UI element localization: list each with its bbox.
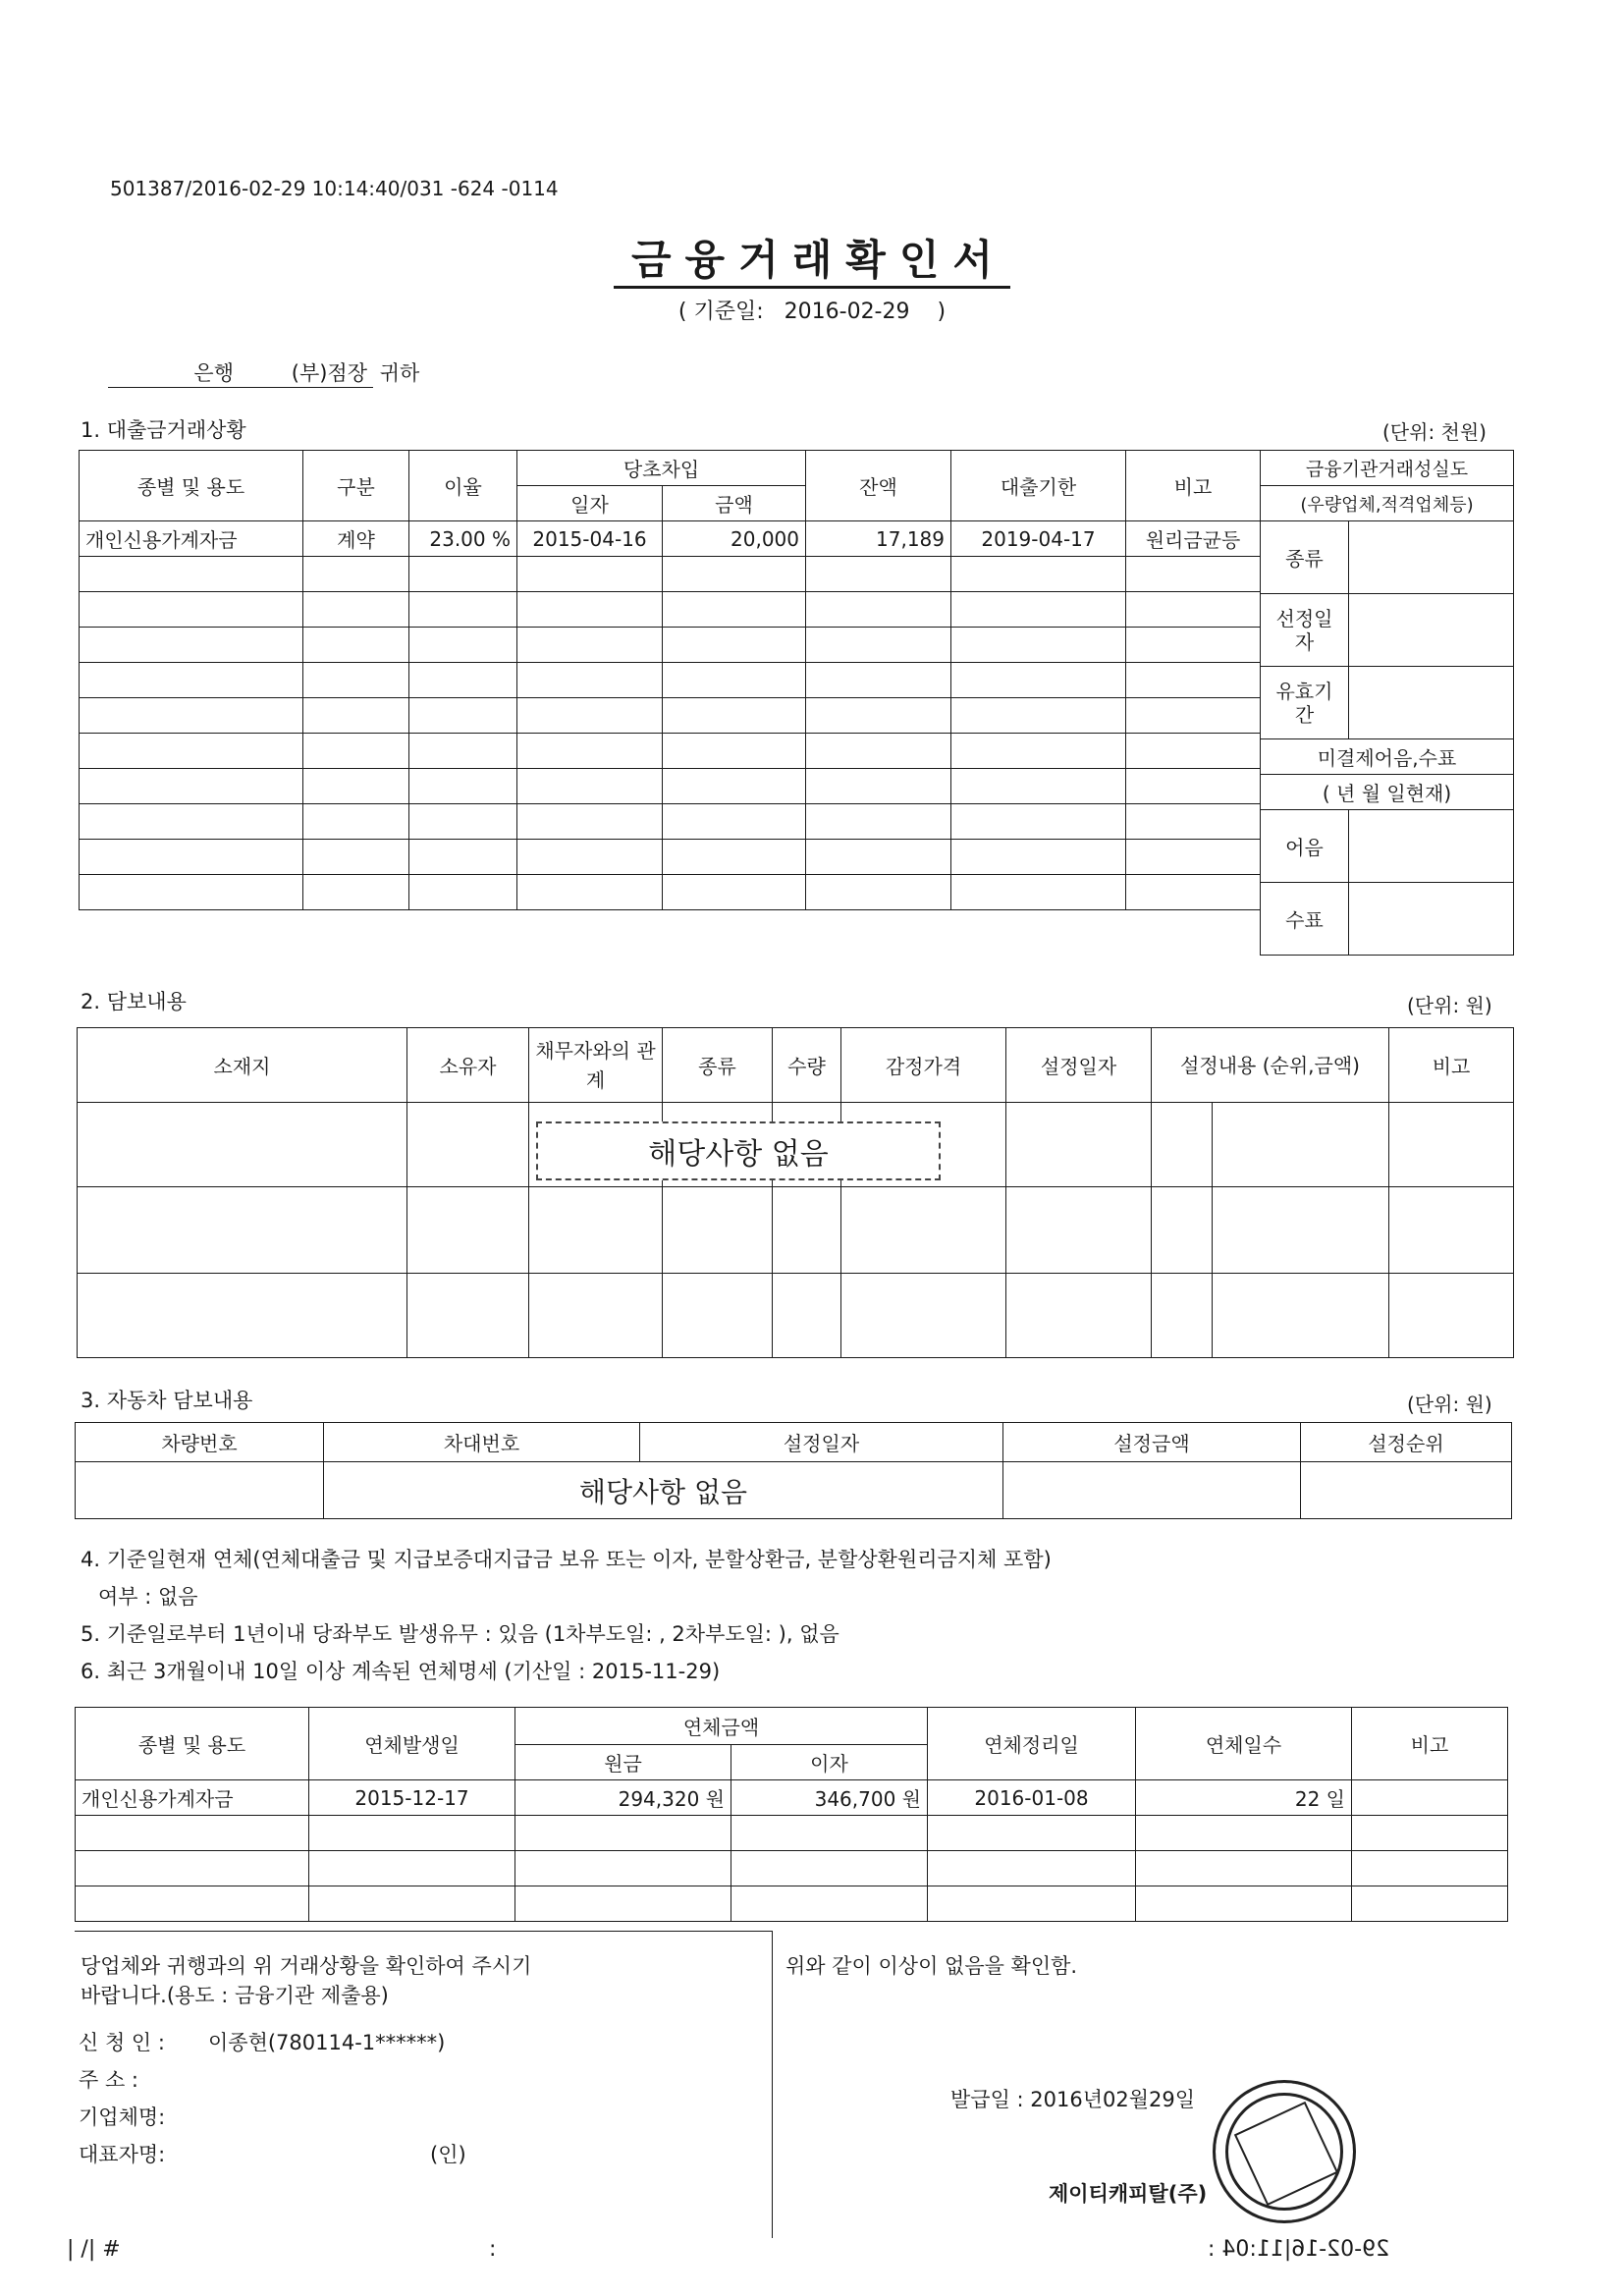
table-row: 개인신용가계자금 2015-12-17 294,320 원 346,700 원 2016-01-08 22 일 bbox=[76, 1780, 1508, 1816]
side-valid-period: 유효기간 bbox=[1261, 667, 1349, 739]
header-note: 비고 bbox=[1389, 1028, 1514, 1103]
fax-header-line: 501387/2016-02-29 10:14:40/031 -624 -0114 bbox=[110, 177, 559, 200]
table-row bbox=[80, 875, 1261, 910]
header-due: 대출기한 bbox=[951, 451, 1126, 521]
credit-side-table bbox=[1260, 450, 1514, 956]
company-label: 기업체명: bbox=[79, 2105, 166, 2129]
address-label: 주 소 : bbox=[79, 2068, 138, 2092]
side-unsettled-title: 미결제어음,수표 bbox=[1261, 739, 1514, 775]
request-line-2: 바랍니다.(용도 : 금융기관 제출용) bbox=[81, 1984, 389, 2007]
table-row bbox=[76, 1462, 1512, 1519]
header-relation: 채무자와의 관계 bbox=[529, 1028, 663, 1103]
table-row bbox=[80, 557, 1261, 592]
header-overdue-type: 종별 및 용도 bbox=[76, 1708, 309, 1780]
table-row bbox=[80, 734, 1261, 769]
header-initial-loan: 당초차입 bbox=[517, 451, 806, 486]
issue-date: 발급일 : 2016년02월29일 bbox=[950, 2088, 1196, 2111]
header-collateral-kind: 종류 bbox=[663, 1028, 773, 1103]
section3-unit: (단위: 원) bbox=[1407, 1393, 1492, 1416]
table-row bbox=[80, 840, 1261, 875]
section5-line: 5. 기준일로부터 1년이내 당좌부도 발생유무 : 있음 (1차부도일: , 2차부도일: ), 없음 bbox=[81, 1622, 839, 1646]
side-selected-date: 선정일자 bbox=[1261, 594, 1349, 667]
collateral-table bbox=[77, 1027, 1514, 1358]
section4-line: 4. 기준일현재 연체(연체대출금 및 지급보증대지급금 보유 또는 이자, 분할상환금, 분할상환원리금지체 포함) bbox=[81, 1548, 1052, 1571]
header-vehicle-set-rank: 설정순위 bbox=[1301, 1423, 1512, 1462]
bottom-right-mirrored-timestamp: 29-02-16|11:04 : bbox=[1208, 2237, 1390, 2262]
document-title: 금융거래확인서 bbox=[0, 228, 1624, 287]
table-row bbox=[80, 698, 1261, 734]
section1-unit: (단위: 천원) bbox=[1382, 420, 1487, 444]
applicant-label: 신 청 인 : bbox=[79, 2031, 165, 2054]
header-interest: 이자 bbox=[731, 1745, 928, 1780]
header-qty: 수량 bbox=[773, 1028, 841, 1103]
fin-sub: (우량업체,적격업체등) bbox=[1261, 486, 1514, 521]
request-line-1: 당업체와 귀행과의 위 거래상황을 확인하여 주시기 bbox=[81, 1954, 532, 1978]
table-row bbox=[80, 663, 1261, 698]
header-chassis: 차대번호 bbox=[324, 1423, 640, 1462]
overdue-table bbox=[75, 1707, 1508, 1922]
side-kind: 종류 bbox=[1261, 521, 1349, 594]
collateral-none-stamp: 해당사항 없음 bbox=[536, 1121, 941, 1180]
recipient-line: 은행 (부)점장 귀하 bbox=[108, 357, 419, 388]
header-appraisal: 감정가격 bbox=[841, 1028, 1006, 1103]
fin-title: 금융기관거래성실도 bbox=[1261, 451, 1514, 486]
bottom-left-marks: | /| # bbox=[67, 2237, 121, 2262]
side-bill: 어음 bbox=[1261, 810, 1349, 883]
header-balance: 잔액 bbox=[806, 451, 951, 521]
header-note: 비고 bbox=[1126, 451, 1261, 521]
header-vehicle-set-date: 설정일자 bbox=[640, 1423, 1003, 1462]
header-set-date: 설정일자 bbox=[1006, 1028, 1152, 1103]
loan-table bbox=[79, 450, 1261, 910]
header-overdue-amount: 연체금액 bbox=[515, 1708, 928, 1745]
applicant-value: 이종현(780114-1******) bbox=[208, 2031, 446, 2054]
bottom-mid-mark: : bbox=[489, 2237, 497, 2262]
vehicle-collateral-table bbox=[75, 1422, 1512, 1519]
company-seal-icon bbox=[1213, 2080, 1356, 2223]
header-overdue-settle: 연체정리일 bbox=[928, 1708, 1136, 1780]
side-check: 수표 bbox=[1261, 883, 1349, 956]
header-principal: 원금 bbox=[515, 1745, 731, 1780]
table-row bbox=[76, 1816, 1508, 1851]
header-rate: 이율 bbox=[409, 451, 517, 521]
vehicle-none-stamp: 해당사항 없음 bbox=[324, 1462, 1003, 1519]
seal-mark: (인) bbox=[430, 2143, 466, 2166]
header-date: 일자 bbox=[517, 486, 663, 521]
section3-title: 3. 자동차 담보내용 bbox=[81, 1389, 253, 1412]
issuer-name: 제이티캐피탈(주) bbox=[1049, 2182, 1208, 2206]
header-overdue-note: 비고 bbox=[1352, 1708, 1508, 1780]
representative-label: 대표자명: bbox=[79, 2143, 166, 2166]
table-row bbox=[80, 804, 1261, 840]
confirm-text: 위와 같이 이상이 없음을 확인함. bbox=[785, 1954, 1078, 1978]
header-vehicle-set-amount: 설정금액 bbox=[1003, 1423, 1301, 1462]
header-set-content: 설정내용 (순위,금액) bbox=[1152, 1028, 1389, 1103]
header-location: 소재지 bbox=[78, 1028, 407, 1103]
section1-title: 1. 대출금거래상황 bbox=[81, 418, 246, 442]
base-date: ( 기준일: 2016-02-29 ) bbox=[677, 300, 947, 324]
header-overdue-days: 연체일수 bbox=[1136, 1708, 1352, 1780]
header-overdue-start: 연체발생일 bbox=[309, 1708, 515, 1780]
table-row bbox=[76, 1886, 1508, 1922]
table-row bbox=[80, 592, 1261, 628]
section2-title: 2. 담보내용 bbox=[81, 990, 187, 1013]
header-type: 종별 및 용도 bbox=[80, 451, 303, 521]
section2-unit: (단위: 원) bbox=[1407, 994, 1492, 1017]
table-row bbox=[78, 1187, 1514, 1274]
table-row bbox=[78, 1274, 1514, 1358]
header-plate: 차량번호 bbox=[76, 1423, 324, 1462]
table-row bbox=[76, 1851, 1508, 1886]
side-unsettled-sub: ( 년 월 일현재) bbox=[1261, 775, 1514, 810]
table-row bbox=[80, 769, 1261, 804]
table-row: 개인신용가계자금 계약 23.00 % 2015-04-16 20,000 17,189 2019-04-17 원리금균등 bbox=[80, 521, 1261, 557]
header-amount: 금액 bbox=[663, 486, 806, 521]
header-kind: 구분 bbox=[303, 451, 409, 521]
header-owner: 소유자 bbox=[407, 1028, 529, 1103]
table-row bbox=[80, 628, 1261, 663]
section6-line: 6. 최근 3개월이내 10일 이상 계속된 연체명세 (기산일 : 2015-11-29) bbox=[81, 1660, 721, 1683]
section4-status: 여부 : 없음 bbox=[98, 1585, 198, 1609]
